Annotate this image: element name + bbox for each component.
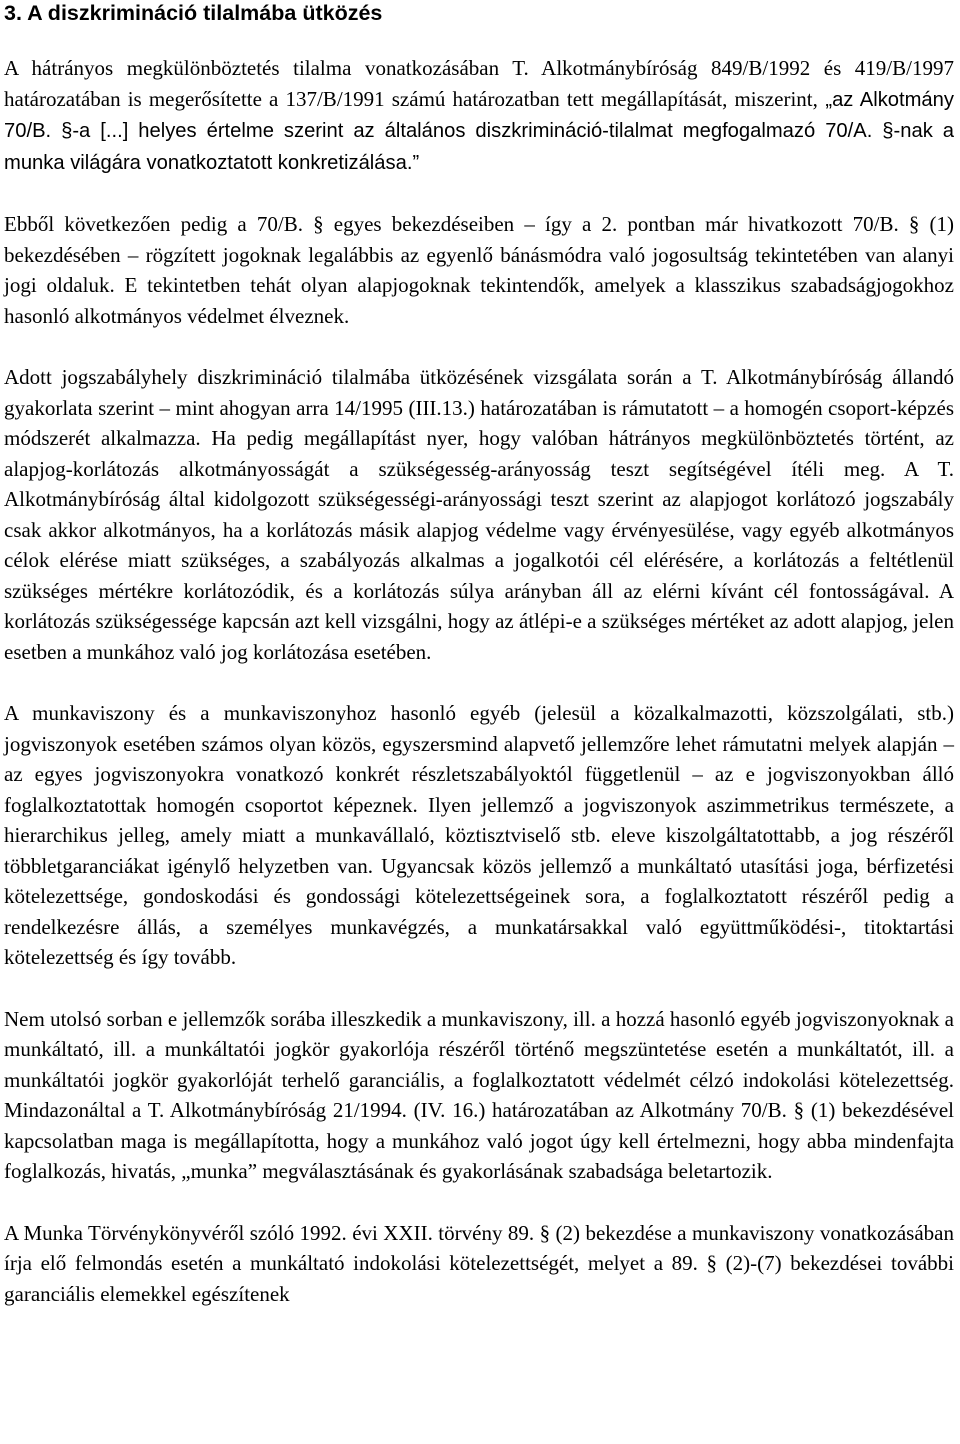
paragraph-3: Adott jogszabályhely diszkrimináció tilalmába ütközésének vizsgálata során a T. Alkotmánybíróság állandó gyakorlata szerint – mint ahogyan arra 14/1995 (III.13.) határozatában is rámutatott – a homogén csoport-képzés módszerét alkalmazza. Ha pedig megállapítást nyer, hogy valóban hátrányos megkülönböztetés történt, az alapjog-korlátozás alkotmányosságát a szükségesség-arányosság teszt segítségével ítéli meg. A T. Alkotmánybíróság által kidolgozott szükségességi-arányossági teszt szerint az alapjogot korlátozó jogszabály csak akkor alkotmányos, ha a korlátozás másik alapjog védelme vagy érvényesülése, vagy egyéb alkotmányos célok elérése miatt szükséges, a szabályozás alkalmas a jogalkotói cél elérésére, a korlátozás a feltétlenül szükséges mértékre korlátozódik, és a korlátozás súlya arányban áll az elérni kívánt cél fontosságával. A korlátozás szükségessége kapcsán azt kell vizsgálni, hogy az átlépi-e a szükséges mértéket az adott alapjog, jelen esetben a munkához való jog korlátozása esetében. [4,365,954,664]
paragraph-4: A munkaviszony és a munkaviszonyhoz hasonló egyéb (jelesül a közalkalmazotti, közszolgálati, stb.) jogviszonyok esetében számos olyan közös, egyszersmind alapvető jellemzőre lehet rámutatni melyek alapján – az egyes jogviszonyokra vonatkozó konkrét részletszabályoktól függetlenül – az e jogviszonyokban álló foglalkoztatottak homogén csoportot képeznek. Ilyen jellemző a jogviszonyok aszimmetrikus természete, a hierarchikus jelleg, amely miatt a munkavállaló, köztisztviselő stb. eleve kiszolgáltatottabb, a jog részéről többletgaranciákat igénylő helyzetben van. Ugyancsak közös jellemző a munkáltató utasítási joga, bérfizetési kötelezettsége, gondoskodási és gondossági kötelezettségeinek sora, a foglalkoztatott részéről pedig a rendelkezésre állás, a személyes munkavégzés, a munkatársakkal való együttműködési-, titoktartási kötelezettség és így tovább. [4,701,954,969]
paragraph-1-quote: „az Alkotmány 70/B. §-a [...] helyes értelme szerint az általános diszkrimináció-tilalmat megfogalmazó 70/A. §-nak a munka világára vonatkoztatott konkretizálása.” [4,88,954,174]
section-heading: 3. A diszkrimináció tilalmába ütközés [4,1,383,25]
paragraph-2: Ebből következően pedig a 70/B. § egyes bekezdéseiben – így a 2. pontban már hivatkozott 70/B. § (1) bekezdésében – rögzített jogoknak legalábbis az egyenlő bánásmódra való jogosultság tekintetében van alanyi jogi oldaluk. E tekintetben tehát olyan alapjogoknak tekintendők, amelyek a klasszikus szabadságjogokhoz hasonló alkotmányos védelmet élveznek. [4,212,954,328]
paragraph-5: Nem utolsó sorban e jellemzők sorába illeszkedik a munkaviszony, ill. a hozzá hasonló egyéb jogviszonyoknak a munkáltató, ill. a munkáltatói jogkör gyakorlója részéről történő megszüntetése esetén a munkáltatót, ill. a munkáltatói jogkör gyakorlóját terhelő garanciális, a foglalkoztatott védelmét célzó indokolási kötelezettség. Mindazonáltal a T. Alkotmánybíróság 21/1994. (IV. 16.) határozatában az Alkotmány 70/B. § (1) bekezdésével kapcsolatban maga is megállapította, hogy a munkához való jogot úgy kell értelmezni, hogy abba mindenfajta foglalkozás, hivatás, „munka” megválasztásának és gyakorlásának szabadsága beletartozik. [4,1006,954,1183]
paragraph-1 [4,53,954,178]
paragraph-1-intro: A hátrányos megkülönböztetés tilalma vonatkozásában T. Alkotmánybíróság 849/B/1992 és 419/B/1997 határozatában is megerősítette a 137/B/1991 számú határozatban tett megállapítását, miszerint, [4,56,954,111]
paragraph-6: A Munka Törvénykönyvéről szóló 1992. évi XXII. törvény 89. § (2) bekezdése a munkaviszony vonatkozásában írja elő felmondás esetén a munkáltató indokolási kötelezettségét, melyet a 89. § (2)-(7) bekezdései további garanciális elemekkel egészítenek [4,1220,954,1306]
